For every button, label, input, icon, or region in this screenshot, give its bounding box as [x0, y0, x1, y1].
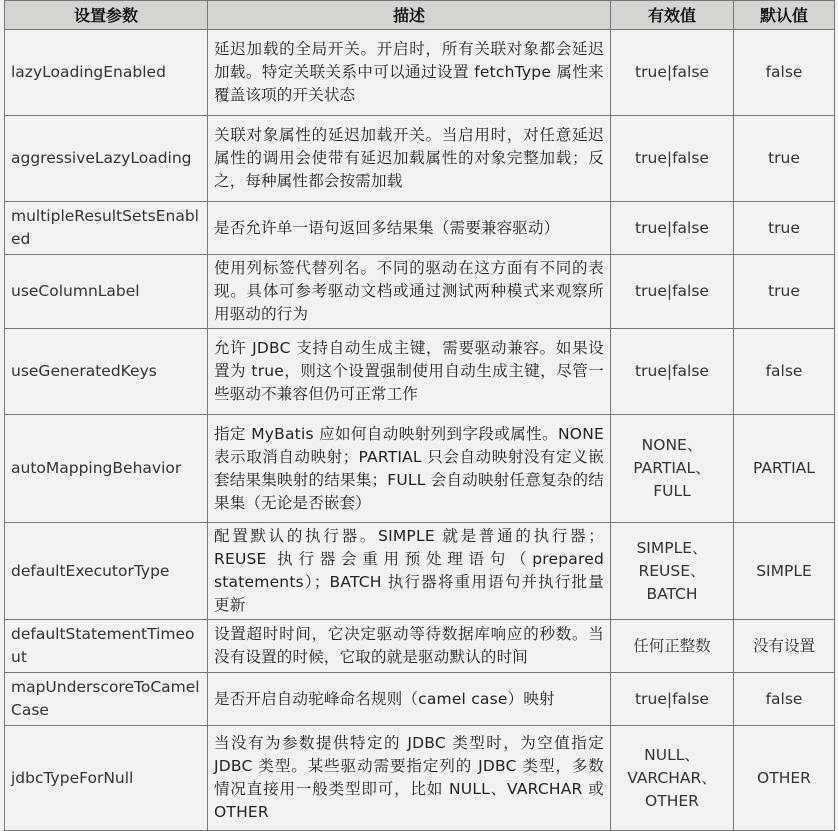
- param-valid-values: true|false: [611, 30, 734, 116]
- header-default: 默认值: [734, 1, 835, 30]
- param-description: 关联对象属性的延迟加载开关。当启用时，对任意延迟属性的调用会使带有延迟加载属性的对象完整加载；反之，每种属性都会按需加载: [208, 116, 611, 202]
- table-header-row: [5, 1, 835, 30]
- param-description: 延迟加载的全局开关。开启时，所有关联对象都会延迟加载。特定关联关系中可以通过设置 fetchType 属性来覆盖该项的开关状态: [208, 30, 611, 116]
- param-valid-values: true|false: [611, 202, 734, 255]
- param-default: false: [734, 673, 835, 726]
- param-default: true: [734, 116, 835, 202]
- param-description: 是否允许单一语句返回多结果集（需要兼容驱动）: [208, 202, 611, 255]
- param-description: 配置默认的执行器。SIMPLE 就是普通的执行器；REUSE 执行器会重用预处理语句（prepared statements）；BATCH 执行器将重用语句并执行批量更新: [208, 523, 611, 620]
- table-row: [5, 202, 835, 255]
- table-row: [5, 116, 835, 202]
- param-valid-values: true|false: [611, 673, 734, 726]
- param-default: true: [734, 202, 835, 255]
- param-name: aggressiveLazyLoading: [5, 116, 208, 202]
- param-default: PARTIAL: [734, 415, 835, 523]
- param-description: 允许 JDBC 支持自动生成主键，需要驱动兼容。如果设置为 true，则这个设置强制使用自动生成主键，尽管一些驱动不兼容但仍可正常工作: [208, 329, 611, 415]
- param-valid-values: true|false: [611, 116, 734, 202]
- param-description: 使用列标签代替列名。不同的驱动在这方面有不同的表现。具体可参考驱动文档或通过测试两种模式来观察所用驱动的行为: [208, 255, 611, 329]
- param-default: false: [734, 30, 835, 116]
- param-valid-values: [611, 415, 734, 523]
- param-description: 是否开启自动驼峰命名规则（camel case）映射: [208, 673, 611, 726]
- table-row: [5, 673, 835, 726]
- param-description: 设置超时时间，它决定驱动等待数据库响应的秒数。当没有设置的时候，它取的就是驱动默认的时间: [208, 620, 611, 673]
- param-default: 没有设置: [734, 620, 835, 673]
- param-valid-values: [611, 726, 734, 831]
- table-row: [5, 726, 835, 831]
- param-description: 指定 MyBatis 应如何自动映射列到字段或属性。NONE 表示取消自动映射；PARTIAL 只会自动映射没有定义嵌套结果集映射的结果集；FULL 会自动映射任意复杂的结果集（无论是否嵌套）: [208, 415, 611, 523]
- param-valid-values: true|false: [611, 255, 734, 329]
- table-row: [5, 329, 835, 415]
- param-name: lazyLoadingEnabled: [5, 30, 208, 116]
- param-default: SIMPLE: [734, 523, 835, 620]
- param-name: defaultStatementTimeout: [5, 620, 208, 673]
- param-default: OTHER: [734, 726, 835, 831]
- table-row: [5, 415, 835, 523]
- param-valid-values: [611, 523, 734, 620]
- param-valid-values: true|false: [611, 329, 734, 415]
- valid-value-item: NULL、: [644, 745, 700, 764]
- param-default: false: [734, 329, 835, 415]
- header-description: 描述: [208, 1, 611, 30]
- param-name: jdbcTypeForNull: [5, 726, 208, 831]
- param-name: mapUnderscoreToCamelCase: [5, 673, 208, 726]
- header-param: 设置参数: [5, 1, 208, 30]
- valid-value-item: OTHER: [645, 791, 699, 810]
- param-name: useGeneratedKeys: [5, 329, 208, 415]
- valid-value-item: REUSE、: [638, 561, 706, 580]
- valid-value-item: SIMPLE、: [636, 538, 708, 557]
- param-default: true: [734, 255, 835, 329]
- param-description: 当没有为参数提供特定的 JDBC 类型时，为空值指定 JDBC 类型。某些驱动需要指定列的 JDBC 类型，多数情况直接用一般类型即可，比如 NULL、VARCHAR 或 OTHER: [208, 726, 611, 831]
- param-valid-values: 任何正整数: [611, 620, 734, 673]
- header-valid-values: 有效值: [611, 1, 734, 30]
- table-row: [5, 620, 835, 673]
- valid-value-item: VARCHAR、: [627, 768, 717, 787]
- valid-value-item: BATCH: [646, 584, 698, 603]
- param-name: useColumnLabel: [5, 255, 208, 329]
- table-row: [5, 255, 835, 329]
- param-name: multipleResultSetsEnabled: [5, 202, 208, 255]
- valid-value-item: PARTIAL、: [633, 459, 711, 477]
- param-name: defaultExecutorType: [5, 523, 208, 620]
- table-row: [5, 30, 835, 116]
- table-row: [5, 523, 835, 620]
- valid-value-item: NONE、: [641, 436, 703, 454]
- param-name: autoMappingBehavior: [5, 415, 208, 523]
- settings-table: [4, 0, 835, 831]
- valid-value-item: FULL: [653, 482, 691, 500]
